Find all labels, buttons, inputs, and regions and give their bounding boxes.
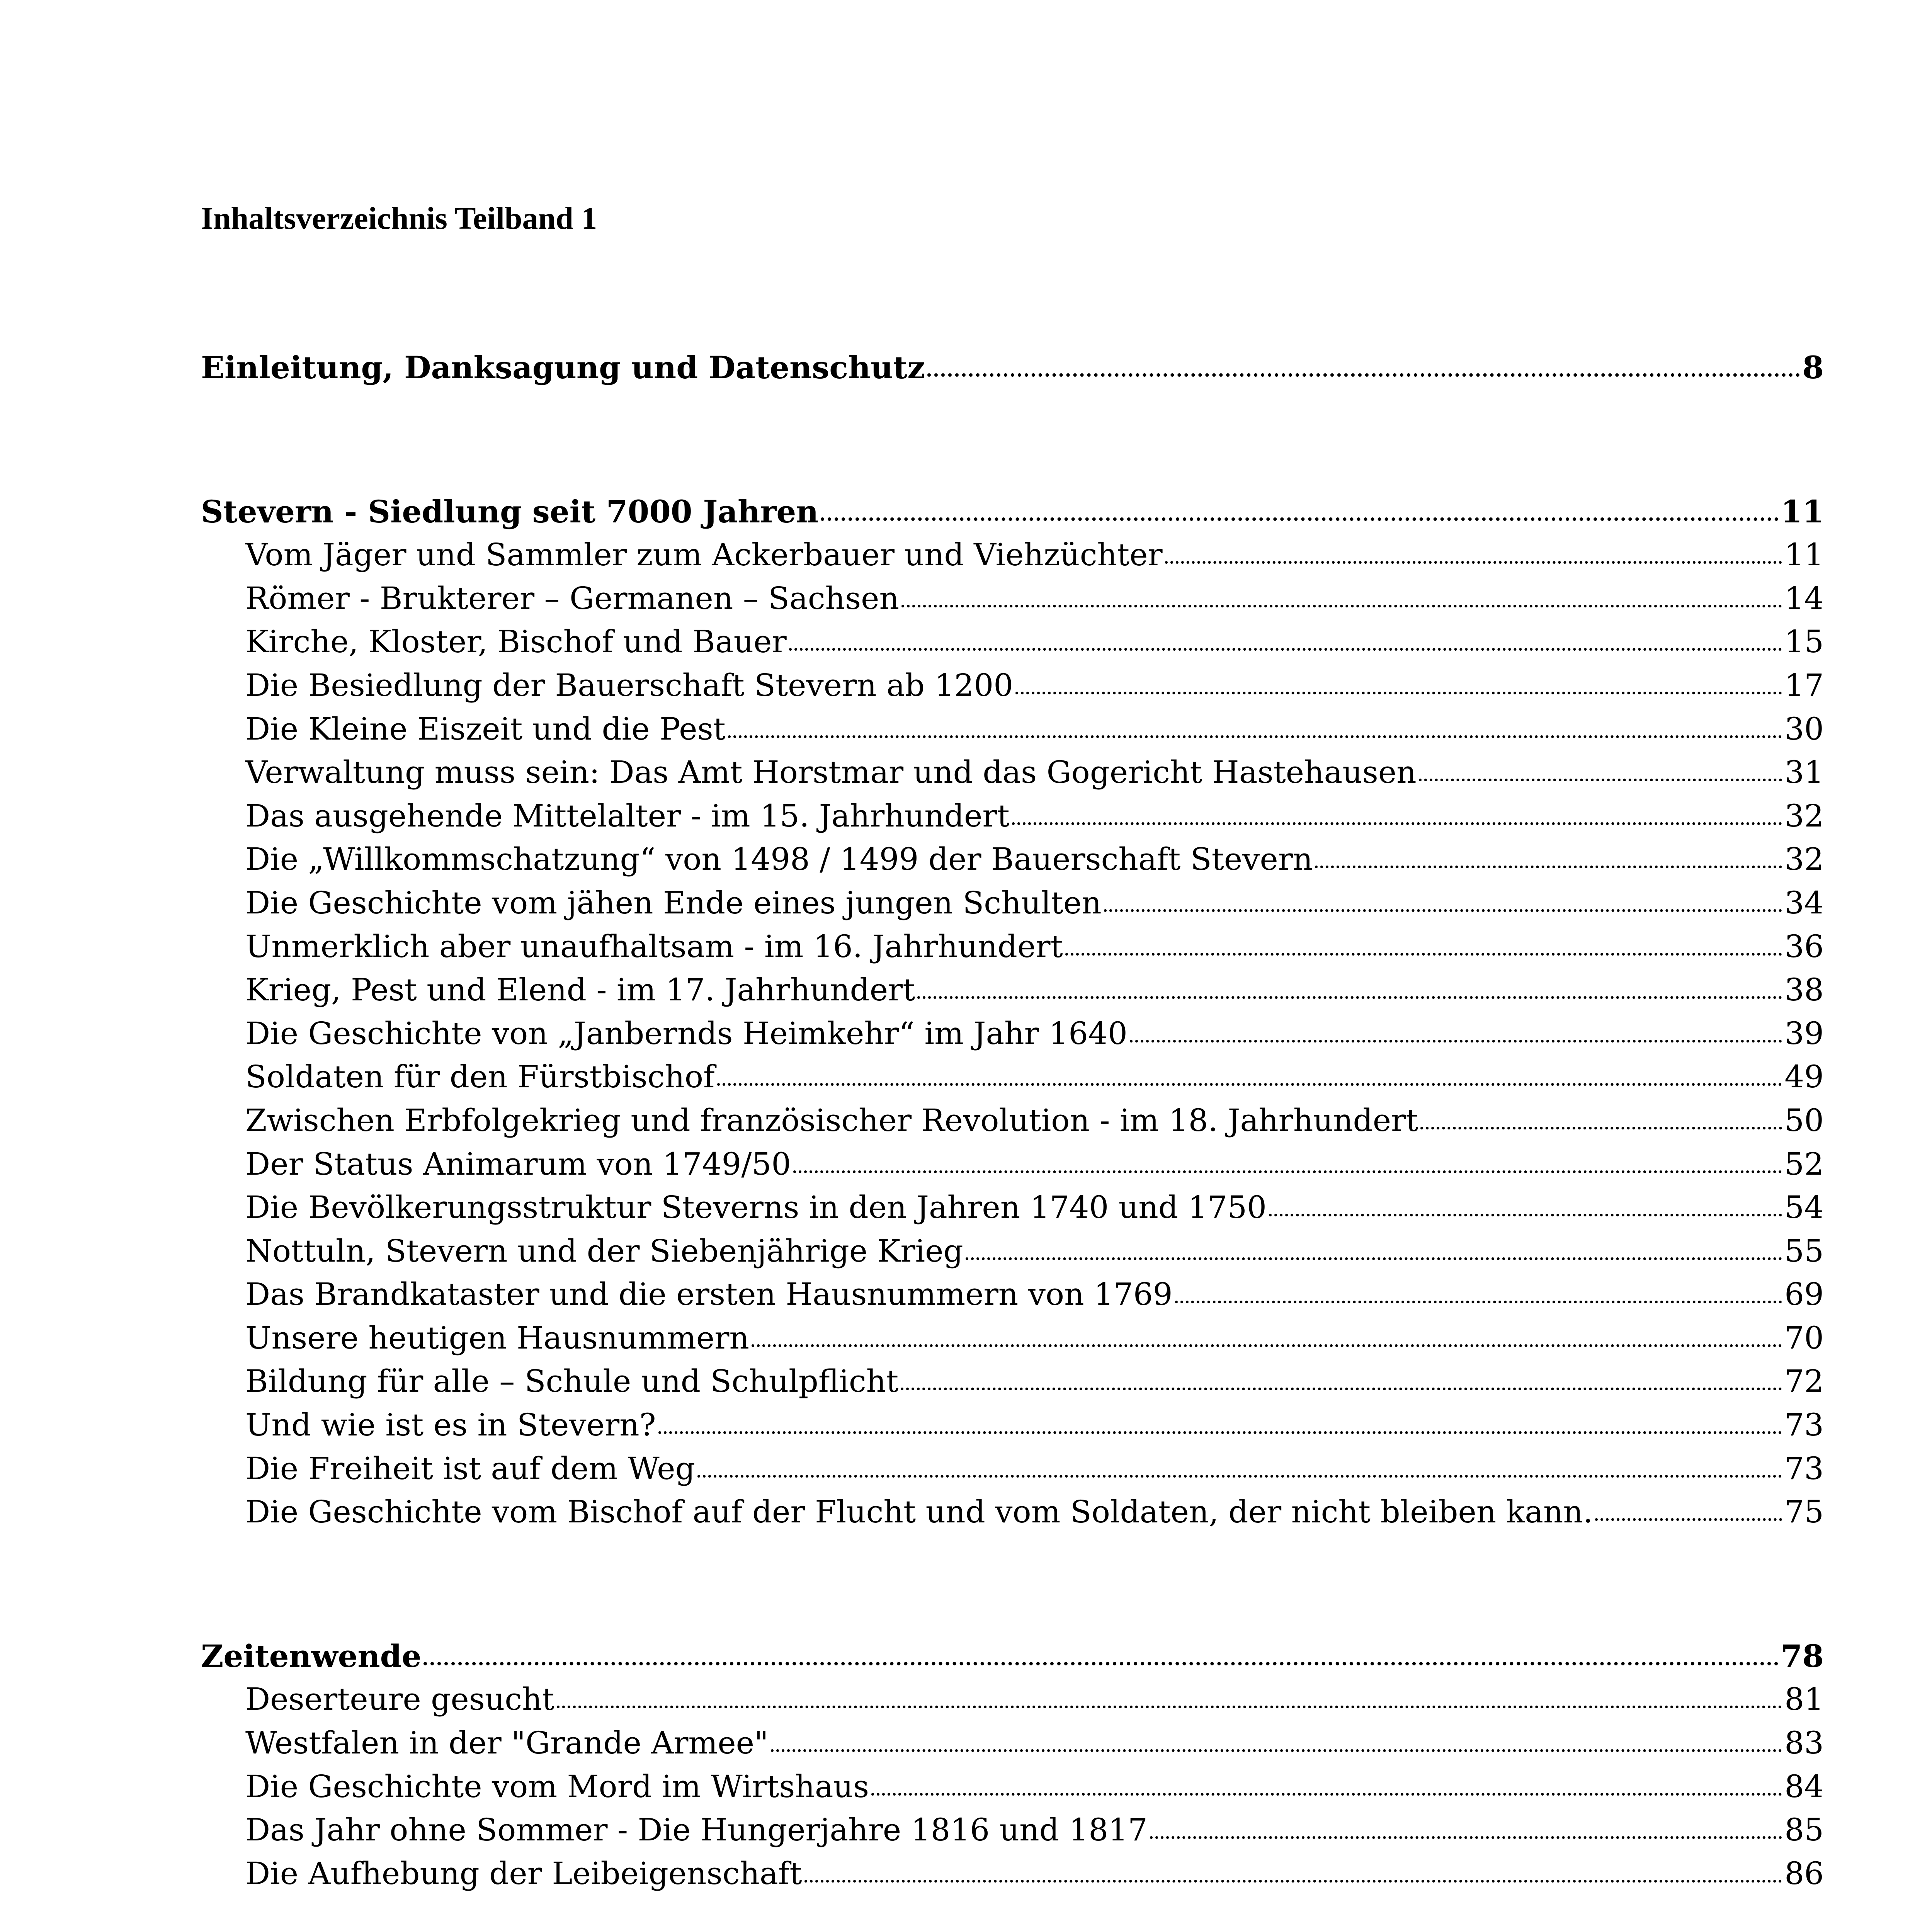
toc-subentry-page-number: 86 xyxy=(1784,1855,1824,1891)
dot-leader xyxy=(821,517,1778,521)
dot-leader xyxy=(1165,561,1782,564)
toc-subentry[interactable] xyxy=(201,1360,1824,1403)
toc-subentry[interactable] xyxy=(201,1852,1824,1896)
toc-subentry-page-number: 15 xyxy=(1784,624,1824,660)
toc-subentry[interactable] xyxy=(201,577,1824,621)
toc-subentry-page-number: 54 xyxy=(1784,1189,1824,1226)
toc-subentry-title: Unmerklich aber unaufhaltsam - im 16. Jahrhundert xyxy=(245,928,1063,964)
toc-subentry[interactable] xyxy=(201,707,1824,751)
toc-subentry-page-number: 32 xyxy=(1784,841,1824,878)
toc-subentry[interactable] xyxy=(201,1230,1824,1273)
toc-subentry[interactable] xyxy=(201,1012,1824,1056)
dot-leader xyxy=(423,1662,1778,1665)
toc-subentry[interactable] xyxy=(201,968,1824,1012)
dot-leader xyxy=(793,1170,1782,1173)
toc-subentry-page-number: 39 xyxy=(1784,1015,1824,1051)
toc-subentry[interactable] xyxy=(201,794,1824,838)
dot-leader xyxy=(901,1388,1782,1390)
toc-subentry[interactable] xyxy=(201,1316,1824,1360)
toc-subentry[interactable] xyxy=(201,664,1824,707)
toc-chapter-entry-title: Stevern - Siedlung seit 7000 Jahren xyxy=(201,493,819,530)
toc-subentry-title: Die Geschichte vom Mord im Wirtshaus xyxy=(245,1768,869,1804)
toc-subentry-title: Soldaten für den Fürstbischof xyxy=(245,1059,715,1095)
toc-subentry[interactable] xyxy=(201,1186,1824,1230)
toc-subentry-title: Die Geschichte von „Janbernds Heimkehr“ im Jahr 1640 xyxy=(245,1015,1128,1051)
toc-title: Inhaltsverzeichnis Teilband 1 xyxy=(201,201,597,236)
toc-subentry-title: Die Bevölkerungsstruktur Steverns in den Jahren 1740 und 1750 xyxy=(245,1189,1267,1226)
toc-subentry[interactable] xyxy=(201,1403,1824,1447)
toc-subentry-page-number: 70 xyxy=(1784,1320,1824,1356)
dot-leader xyxy=(871,1793,1782,1796)
toc-subentry-page-number: 31 xyxy=(1784,754,1824,791)
toc-section xyxy=(201,1634,1824,1896)
toc-subentry-page-number: 49 xyxy=(1784,1059,1824,1095)
dot-leader xyxy=(917,996,1782,999)
toc-subentry-title: Die Geschichte vom Bischof auf der Flucht und vom Soldaten, der nicht bleiben kann. xyxy=(245,1494,1593,1530)
dot-leader xyxy=(752,1344,1782,1347)
dot-leader xyxy=(1012,822,1782,825)
toc-subentry[interactable] xyxy=(201,1055,1824,1099)
toc-subentry-title: Unsere heutigen Hausnummern xyxy=(245,1320,749,1356)
dot-leader xyxy=(771,1749,1782,1752)
toc-subentry[interactable] xyxy=(201,838,1824,881)
toc-subentry-title: Der Status Animarum von 1749/50 xyxy=(245,1146,791,1182)
toc-subentry[interactable] xyxy=(201,1143,1824,1186)
dot-leader xyxy=(717,1083,1782,1086)
dot-leader xyxy=(1015,692,1782,694)
dot-leader xyxy=(804,1880,1782,1883)
dot-leader xyxy=(1150,1836,1782,1839)
toc-subentry-page-number: 36 xyxy=(1784,928,1824,964)
toc-subentry-page-number: 72 xyxy=(1784,1363,1824,1400)
toc-subentry[interactable] xyxy=(201,925,1824,969)
toc-subentry-title: Die „Willkommschatzung“ von 1498 / 1499 der Bauerschaft Stevern xyxy=(245,841,1313,878)
dot-leader xyxy=(1104,909,1782,912)
dot-leader xyxy=(1420,1127,1782,1129)
toc-subentry[interactable] xyxy=(201,1490,1824,1534)
toc-subentry-title: Das Jahr ohne Sommer - Die Hungerjahre 1816 und 1817 xyxy=(245,1812,1148,1848)
dot-leader xyxy=(557,1706,1782,1708)
toc-subentry-title: Verwaltung muss sein: Das Amt Horstmar und das Gogericht Hastehausen xyxy=(245,754,1417,791)
dot-leader xyxy=(901,605,1782,607)
toc-subentry[interactable] xyxy=(201,1099,1824,1143)
toc-subentry-title: Und wie ist es in Stevern? xyxy=(245,1407,656,1443)
toc-subentry-title: Die Kleine Eiszeit und die Pest xyxy=(245,711,726,747)
toc-subentry-page-number: 52 xyxy=(1784,1146,1824,1182)
toc-subentry[interactable] xyxy=(201,1447,1824,1491)
toc-subentry-title: Westfalen in der "Grande Armee" xyxy=(245,1725,769,1761)
toc-subentry[interactable] xyxy=(201,1678,1824,1721)
toc-chapter-entry-title: Einleitung, Danksagung und Datenschutz xyxy=(201,349,925,386)
toc-subentry-page-number: 11 xyxy=(1784,537,1824,573)
toc-subentry[interactable] xyxy=(201,751,1824,794)
toc-section xyxy=(201,490,1824,1534)
toc-subentry-page-number: 84 xyxy=(1784,1768,1824,1804)
dot-leader xyxy=(728,735,1782,738)
toc-subentry[interactable] xyxy=(201,533,1824,577)
toc-chapter-entry-page-number: 78 xyxy=(1781,1638,1824,1674)
toc-subentry-title: Deserteure gesucht xyxy=(245,1681,554,1718)
toc-subentry[interactable] xyxy=(201,1808,1824,1852)
toc-page xyxy=(201,195,1824,1932)
toc-subentry-page-number: 73 xyxy=(1784,1407,1824,1443)
toc-subentry-page-number: 75 xyxy=(1784,1494,1824,1530)
dot-leader xyxy=(927,373,1800,377)
toc-subentry-page-number: 34 xyxy=(1784,884,1824,921)
toc-subentry-title: Vom Jäger und Sammler zum Ackerbauer und Viehzüchter xyxy=(245,537,1163,573)
toc-subentry-title: Römer - Brukterer – Germanen – Sachsen xyxy=(245,580,899,616)
toc-subentry-page-number: 55 xyxy=(1784,1233,1824,1269)
dot-leader xyxy=(1315,866,1782,868)
toc-subentry-page-number: 83 xyxy=(1784,1725,1824,1761)
dot-leader xyxy=(1419,779,1782,781)
toc-subentry-title: Nottuln, Stevern und der Siebenjährige Krieg xyxy=(245,1233,963,1269)
toc-subentry-page-number: 81 xyxy=(1784,1681,1824,1718)
toc-chapter-entry-page-number: 11 xyxy=(1781,493,1824,530)
toc-subentry[interactable] xyxy=(201,881,1824,925)
toc-subentry-title: Die Besiedlung der Bauerschaft Stevern ab 1200 xyxy=(245,667,1014,703)
toc-chapter-entry[interactable] xyxy=(201,346,1824,389)
toc-subentry-title: Die Freiheit ist auf dem Weg xyxy=(245,1450,695,1486)
dot-leader xyxy=(1175,1301,1782,1303)
toc-subentry-page-number: 30 xyxy=(1784,711,1824,747)
dot-leader xyxy=(789,648,1782,651)
toc-subentry-page-number: 50 xyxy=(1784,1102,1824,1138)
toc-section xyxy=(201,346,1824,389)
toc-chapter-entry[interactable] xyxy=(201,1634,1824,1678)
dot-leader xyxy=(697,1475,1782,1478)
toc-subentry-page-number: 17 xyxy=(1784,667,1824,703)
toc-subentry-page-number: 14 xyxy=(1784,580,1824,616)
toc-chapter-entry[interactable] xyxy=(201,490,1824,534)
toc-subentry-title: Kirche, Kloster, Bischof und Bauer xyxy=(245,624,787,660)
dot-leader xyxy=(1269,1214,1782,1216)
toc-subentry[interactable] xyxy=(201,1721,1824,1765)
toc-subentry[interactable] xyxy=(201,1765,1824,1809)
toc-subentry-title: Das ausgehende Mittelalter - im 15. Jahrhundert xyxy=(245,798,1010,834)
dot-leader xyxy=(966,1257,1782,1260)
dot-leader xyxy=(1595,1518,1782,1521)
toc-subentry-title: Die Aufhebung der Leibeigenschaft xyxy=(245,1855,802,1891)
toc-chapter-entry-title: Zeitenwende xyxy=(201,1638,422,1674)
toc-subentry[interactable] xyxy=(201,620,1824,664)
toc-subentry-page-number: 85 xyxy=(1784,1812,1824,1848)
toc-subentry-page-number: 69 xyxy=(1784,1276,1824,1313)
toc-subentry-title: Krieg, Pest und Elend - im 17. Jahrhundert xyxy=(245,972,915,1008)
toc-chapter-entry-page-number: 8 xyxy=(1802,349,1824,386)
dot-leader xyxy=(658,1431,1782,1434)
toc-subentry-page-number: 38 xyxy=(1784,972,1824,1008)
toc-subentry-page-number: 32 xyxy=(1784,798,1824,834)
toc-list xyxy=(201,346,1824,1932)
toc-subentry[interactable] xyxy=(201,1273,1824,1316)
toc-subentry-title: Die Geschichte vom jähen Ende eines jungen Schulten xyxy=(245,884,1102,921)
toc-subentry-title: Zwischen Erbfolgekrieg und französischer Revolution - im 18. Jahrhundert xyxy=(245,1102,1418,1138)
dot-leader xyxy=(1065,953,1782,956)
toc-subentry-title: Das Brandkataster und die ersten Hausnummern von 1769 xyxy=(245,1276,1173,1313)
dot-leader xyxy=(1130,1040,1782,1043)
toc-subentry-title: Bildung für alle – Schule und Schulpflicht xyxy=(245,1363,899,1400)
toc-subentry-page-number: 73 xyxy=(1784,1450,1824,1486)
